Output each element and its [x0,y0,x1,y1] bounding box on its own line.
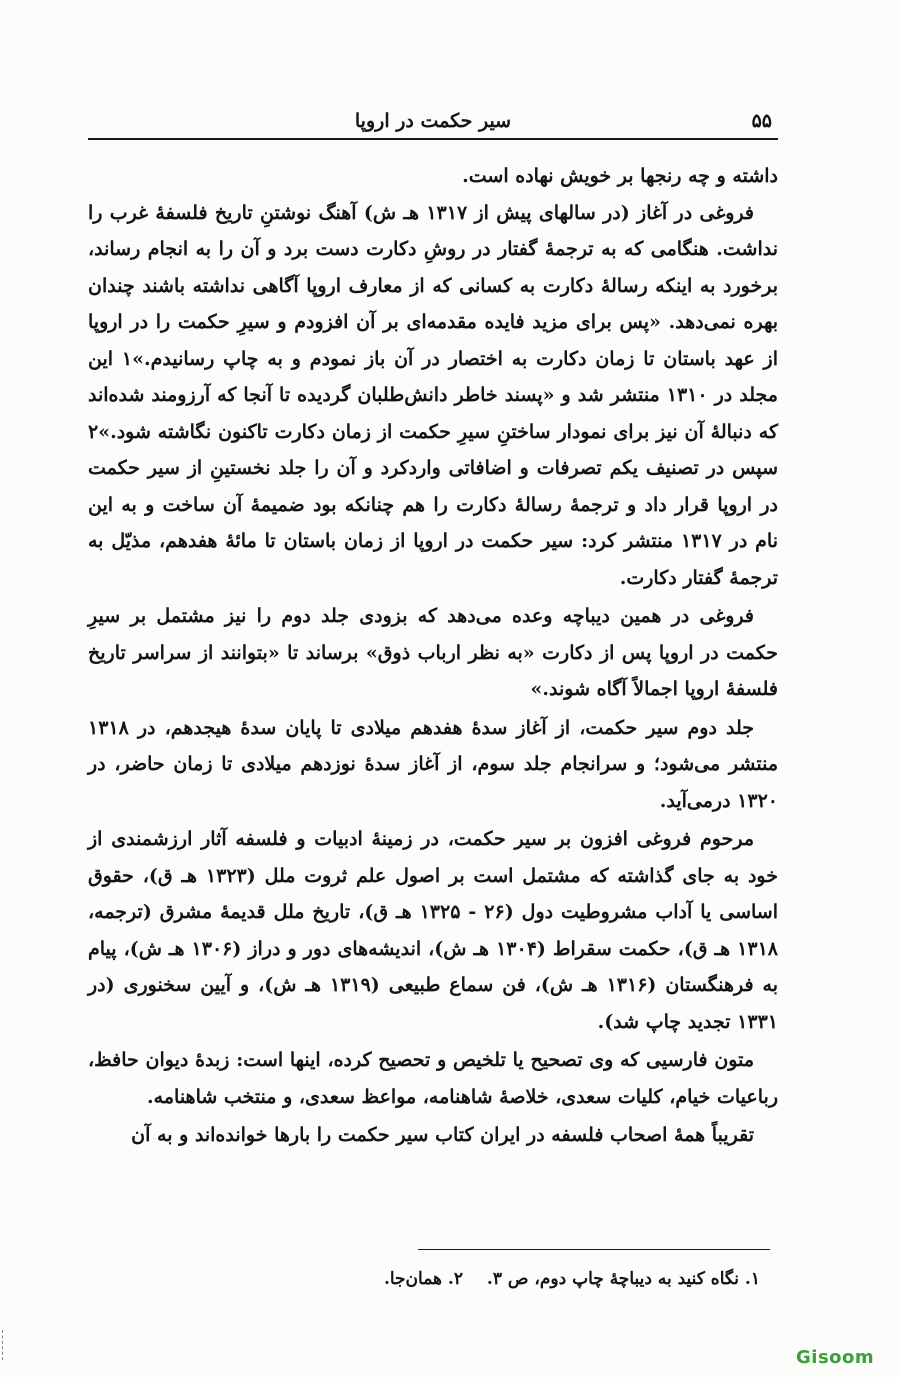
paragraph-6: متون فارسیی که وی تصحیح یا تلخیص و تحصیح کرده، اینها است: زبدهٔ دیوان حافظ، رباعیات خیام، کلیات سعدی، خلاصهٔ شاهنامه، مواعظ سعدی، و منتخب شاهنامه. [88,1049,778,1108]
footnote-rule [418,1249,770,1250]
body-text [88,158,778,1154]
scan-edge-mark [2,1330,7,1360]
paragraph-1: داشته و چه رنجها بر خویش نهاده است. [462,165,778,187]
page-number: ۵۵ [751,110,772,132]
paragraph-5: مرحوم فروغی افزون بر سیر حکمت، در زمینهٔ ادبیات و فلسفه آثار ارزشمندی از خود به جای گذاشته که مشتمل است بر اصول علم ثروت ملل (۱۳۲۳ هـ ق)، حقوق اساسی یا آداب مشروطیت دول (۲۶ - ۱۳۲۵ هـ ق)، تاریخ ملل قدیمهٔ مشرق (ترجمه، ۱۳۱۸ هـ ق)، حکمت سقراط (۱۳۰۴ هـ ش)، اندیشه‌های دور و دراز (۱۳۰۶ هـ ش)، پیام به فرهنگستان (۱۳۱۶ هـ ش)، فن سماع طبیعی (۱۳۱۹ هـ ش)، و آیین سخنوری (در ۱۳۳۱ تجدید چاپ شد). [88,828,779,1033]
gisoom-logo: Gisoom [796,1347,875,1368]
footnote-1: ۱. نگاه کنید به دیباچهٔ چاپ دوم، ص ۳. [486,1269,760,1289]
paragraph-2: فروغی در آغاز (در سالهای پیش از ۱۳۱۷ هـ ش) آهنگ نوشتنِ تاریخ فلسفهٔ غرب را نداشت. هنگامی که به ترجمهٔ گفتار در روشِ دکارت دست برد و آن را به انجام رساند، برخورد به اینکه رسالهٔ دکارت به کسانی که از معارف اروپا آگاهی نداشته باشند چندان بهره نمی‌دهد. «پس برای مزید فایده مقدمه‌ای بر آن افزودم و سیرِ حکمت را در اروپا از عهد باستان تا زمان دکارت به اختصار در آن باز نمودم و به چاپ رسانیدم.»۱ این مجلد در ۱۳۱۰ منتشر شد و «پسند خاطر دانش‌طلبان گردیده تا آنجا که آرزومند شده‌اند که دنبالهٔ آن نیز برای نمودار ساختنِ سیرِ حکمت از زمان دکارت تاکنون نگاشته شود.»۲ سپس در تصنیف یکم تصرفات و اضافاتی واردکرد و آن را جلد نخستینِ از سیر حکمت در اروپا قرار داد و ترجمهٔ رسالهٔ دکارت را هم چنانکه بود ضمیمهٔ آن ساخت و به این نام در ۱۳۱۷ منتشر کرد: سیر حکمت در اروپا از زمان باستان تا مائهٔ هفدهم، مذیّل به ترجمهٔ گفتار دکارت. [88,201,778,589]
running-title: سیر حکمت در اروپا [354,110,512,132]
paragraph-4: جلد دوم سیر حکمت، از آغاز سدهٔ هفدهم میلادی تا پایان سدهٔ هیجدهم، در ۱۳۱۸ منتشر می‌شود؛ و سرانجام جلد سوم، از آغاز سدهٔ نوزدهم میلادی تا زمان حاضر، در ۱۳۲۰ درمی‌آید. [88,716,778,812]
footnote-2: ۲. همان‌جا. [383,1269,463,1289]
running-header [88,106,778,140]
paragraph-3: فروغی در همین دیباچه وعده می‌دهد که بزودی جلد دوم را نیز مشتمل بر سیرِ حکمت در اروپا پس از دکارت «به نظر ارباب ذوق» برساند تا «بتوانند از سراسر تاریخ فلسفهٔ اروپا اجمالاً آگاه شوند.» [88,605,778,700]
footnotes [200,1264,760,1294]
paragraph-7: تقریباً همهٔ اصحاب فلسفه در ایران کتاب سیر حکمت را بارها خوانده‌اند و به آن [131,1124,754,1146]
